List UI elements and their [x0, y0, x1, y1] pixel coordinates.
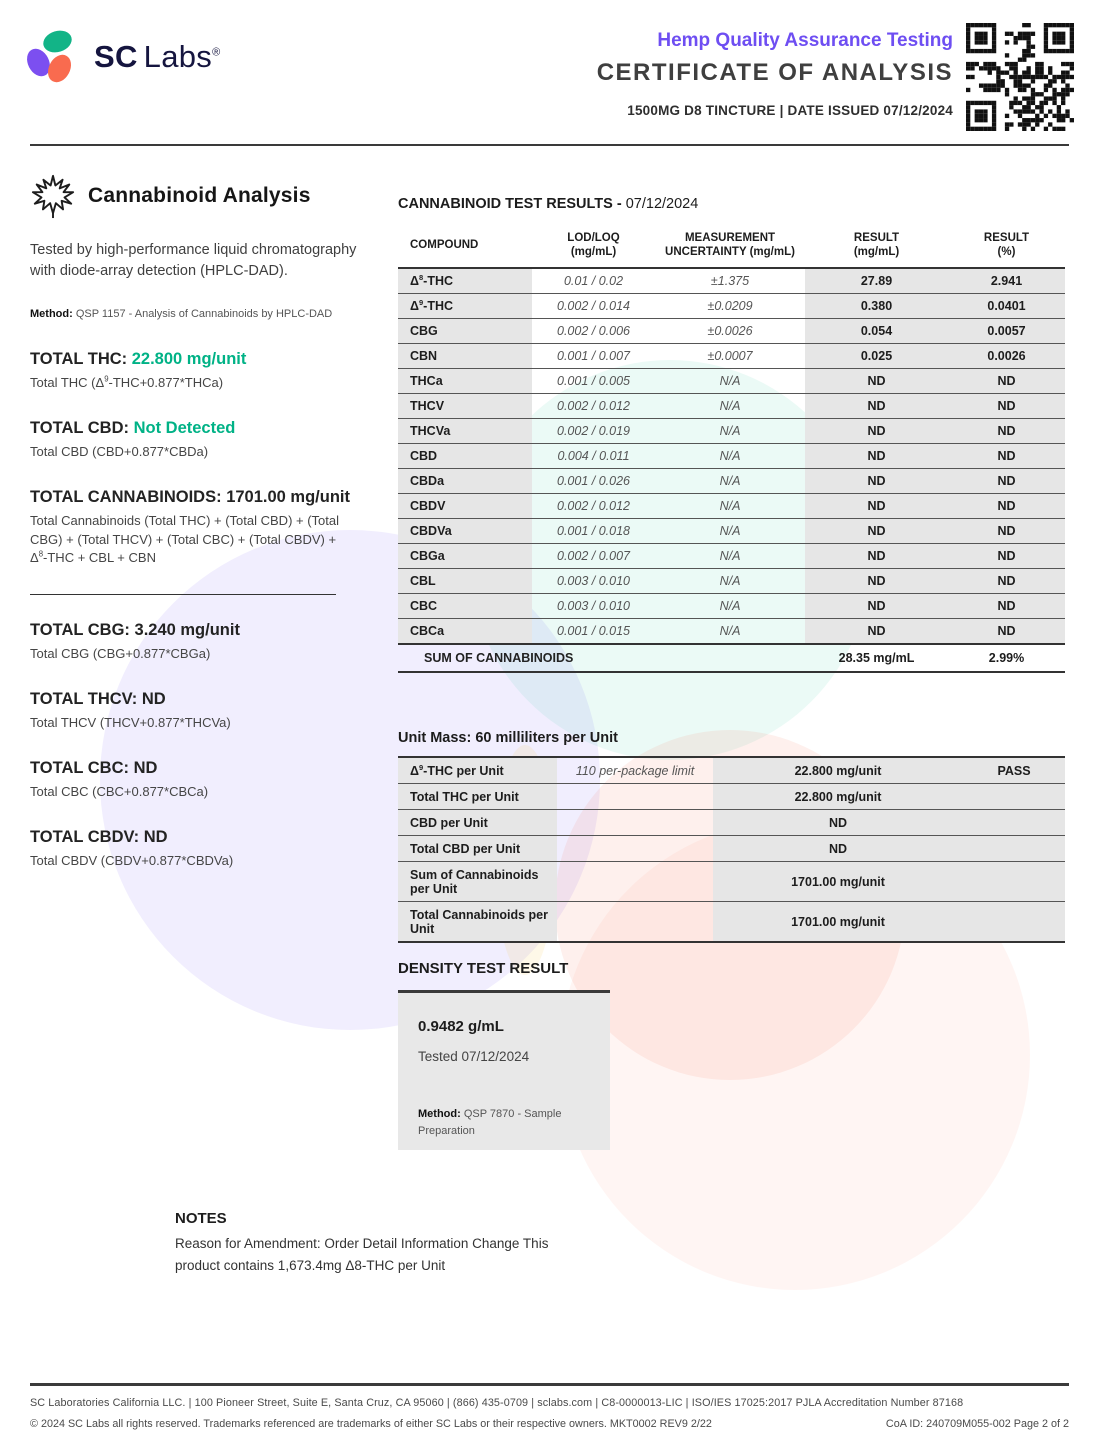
result-mgml-cell: ND: [805, 468, 948, 493]
result-mgml-cell: 27.89: [805, 268, 948, 294]
result-pct-cell: ND: [948, 543, 1065, 568]
lod-loq-cell: 0.001 / 0.026: [532, 468, 655, 493]
unit-mass-row: [398, 902, 1065, 943]
unit-mass-row: [398, 862, 1065, 902]
total-formula: Total CBG (CBG+0.877*CBGa): [30, 646, 211, 662]
unit-label-cell: Sum of Cannabinoids per Unit: [398, 862, 557, 902]
table-row: [398, 618, 1065, 644]
header-divider: [30, 144, 1069, 146]
package-limit-cell: [557, 810, 713, 836]
result-pct-cell: 2.941: [948, 268, 1065, 294]
total-label: TOTAL CBDV:: [30, 827, 140, 846]
result-mgml-cell: ND: [805, 518, 948, 543]
result-pct-cell: ND: [948, 593, 1065, 618]
result-pct-cell: ND: [948, 368, 1065, 393]
result-mgml-cell: ND: [805, 568, 948, 593]
table-row: [398, 443, 1065, 468]
registered-mark: ®: [212, 46, 221, 59]
result-mgml-cell: 0.054: [805, 318, 948, 343]
compound-cell: $\Delta^8$-THC: [398, 268, 532, 294]
compound-cell: CBDV: [398, 493, 532, 518]
total-value: 3.240 mg/unit: [134, 621, 240, 640]
table-row: [398, 368, 1065, 393]
lod-loq-cell: 0.003 / 0.010: [532, 568, 655, 593]
table-row: [398, 418, 1065, 443]
table-row: [398, 293, 1065, 318]
result-pct-cell: ND: [948, 393, 1065, 418]
test-description: Tested by high-performance liquid chromatography with diode-array detection (HPLC-DAD).: [30, 242, 357, 280]
uncertainty-cell: N/A: [655, 468, 805, 493]
unit-mass-row: [398, 810, 1065, 836]
column-header: MEASUREMENT UNCERTAINTY (mg/mL): [665, 232, 795, 259]
uncertainty-cell: N/A: [655, 543, 805, 568]
lod-loq-cell: 0.001 / 0.015: [532, 618, 655, 644]
result-mgml-cell: ND: [805, 418, 948, 443]
results-table-body: [398, 268, 1065, 672]
footer-divider: [30, 1383, 1069, 1386]
sum-result-pct: 2.99%: [988, 650, 1025, 665]
logo-sc-text: SC: [94, 39, 138, 74]
method-line: [30, 308, 382, 320]
results-table-header: [398, 224, 1065, 268]
total-formula: Total Cannabinoids (Total THC) + (Total CBD) + (Total CBG) + (Total THCV) + (Total CBC) + (Total CBDV) + $\Delta^8$-THC + CBL + CBN: [30, 512, 339, 566]
lod-loq-cell: 0.001 / 0.005: [532, 368, 655, 393]
compound-cell: $\Delta^9$-THC: [398, 293, 532, 318]
total-value: ND: [141, 690, 166, 709]
logo-labs-text: Labs: [143, 39, 213, 74]
density-tested-date: Tested 07/12/2024: [418, 1049, 530, 1064]
results-panel: [398, 190, 1065, 1137]
uncertainty-cell: N/A: [655, 593, 805, 618]
results-title: [398, 196, 1065, 212]
logo-petal-orange: [43, 51, 75, 86]
density-value: 0.9482 g/mL: [418, 1018, 504, 1035]
density-result-box: [398, 990, 610, 1150]
uncertainty-cell: N/A: [655, 568, 805, 593]
certificate-title: CERTIFICATE OF ANALYSIS: [596, 59, 953, 86]
compound-cell: CBDa: [398, 468, 532, 493]
total-label: TOTAL CBD:: [30, 418, 129, 437]
unit-result-cell: ND: [713, 810, 963, 836]
package-limit-cell: 110 per-package limit: [575, 763, 695, 778]
total-summary: [30, 419, 382, 462]
uncertainty-cell: ±1.375: [710, 273, 750, 288]
logo-wordmark: [94, 39, 221, 75]
total-summary: [30, 350, 382, 393]
table-row: [398, 493, 1065, 518]
table-row: [398, 568, 1065, 593]
total-label: TOTAL THCV:: [30, 690, 138, 709]
package-limit-cell: [557, 902, 713, 943]
unit-label-cell: Total CBD per Unit: [398, 836, 557, 862]
qr-code: [966, 23, 1074, 131]
lod-loq-cell: 0.002 / 0.019: [532, 418, 655, 443]
result-pct-cell: ND: [948, 468, 1065, 493]
total-formula: Total THC $(\Delta^9-THC+0.877*THCa)$: [30, 374, 224, 391]
method-label: Method:: [30, 308, 73, 321]
total-summary: [30, 621, 382, 664]
lod-loq-cell: 0.002 / 0.012: [532, 493, 655, 518]
uncertainty-cell: N/A: [655, 393, 805, 418]
total-value: 1701.00 mg/unit: [226, 487, 350, 506]
compound-cell: THCa: [398, 368, 532, 393]
density-heading: DENSITY TEST RESULT: [398, 960, 569, 977]
result-mgml-cell: ND: [805, 593, 948, 618]
program-title: Hemp Quality Assurance Testing: [657, 30, 953, 51]
table-row: [398, 318, 1065, 343]
footer: [30, 1383, 1069, 1430]
sc-labs-logo-icon: [30, 30, 78, 84]
result-pct-cell: ND: [948, 618, 1065, 644]
compound-cell: THCV: [398, 393, 532, 418]
total-summary: [30, 690, 382, 733]
result-pct-cell: ND: [948, 568, 1065, 593]
unit-label-cell: Total THC per Unit: [398, 784, 557, 810]
table-row: [398, 268, 1065, 294]
uncertainty-cell: N/A: [655, 518, 805, 543]
compound-cell: CBG: [398, 318, 532, 343]
uncertainty-cell: N/A: [655, 618, 805, 644]
unit-result-cell: 1701.00 mg/unit: [713, 902, 963, 943]
cannabinoid-results-table: [398, 224, 1065, 673]
table-row: [398, 468, 1065, 493]
total-summary: [30, 828, 382, 871]
logo-petal-green: [41, 27, 75, 56]
lod-loq-cell: 0.01 / 0.02: [563, 273, 624, 288]
totals-list: [30, 350, 382, 871]
totals-divider: [30, 594, 336, 595]
result-mgml-cell: 0.025: [805, 343, 948, 368]
unit-result-cell: 1701.00 mg/unit: [713, 862, 963, 902]
notes-section: [175, 1210, 575, 1276]
cannabinoid-analysis-panel: [30, 172, 382, 871]
unit-status-cell: [963, 836, 1065, 862]
package-limit-cell: [557, 784, 713, 810]
unit-status-cell: PASS: [963, 757, 1065, 784]
total-value: 22.800 mg/unit: [131, 350, 247, 369]
unit-status-cell: [963, 862, 1065, 902]
notes-heading: NOTES: [175, 1210, 227, 1227]
footer-legal-line: [30, 1418, 1069, 1430]
lod-loq-cell: 0.001 / 0.007: [532, 343, 655, 368]
table-row: [398, 393, 1065, 418]
uncertainty-cell: ±0.0007: [655, 343, 805, 368]
compound-cell: CBC: [398, 593, 532, 618]
column-header: LOD/LOQ (mg/mL): [567, 232, 620, 259]
result-mgml-cell: 0.380: [805, 293, 948, 318]
result-pct-cell: 0.0401: [948, 293, 1065, 318]
total-summary: [30, 488, 382, 569]
table-row: [398, 343, 1065, 368]
total-value: ND: [133, 758, 158, 777]
unit-status-cell: [963, 784, 1065, 810]
total-formula: Total CBD (CBD+0.877*CBDa): [30, 443, 209, 459]
lod-loq-cell: 0.002 / 0.006: [532, 318, 655, 343]
unit-mass-row: [398, 836, 1065, 862]
unit-status-cell: [963, 902, 1065, 943]
package-limit-cell: [557, 862, 713, 902]
unit-label-cell: Total Cannabinoids per Unit: [398, 902, 557, 943]
column-header: COMPOUND: [410, 239, 479, 252]
cannabis-leaf-icon: [30, 172, 76, 220]
compound-cell: THCVa: [398, 418, 532, 443]
total-label: TOTAL CANNABINOIDS:: [30, 487, 222, 506]
result-mgml-cell: ND: [805, 618, 948, 644]
result-pct-cell: ND: [948, 443, 1065, 468]
unit-mass-heading: Unit Mass: 60 milliliters per Unit: [398, 730, 618, 746]
unit-mass-row: [398, 784, 1065, 810]
unit-status-cell: [963, 810, 1065, 836]
density-method-text: QSP 7870 - Sample Preparation: [418, 1108, 562, 1137]
result-pct-cell: ND: [948, 493, 1065, 518]
table-row: [398, 543, 1065, 568]
result-pct-cell: ND: [948, 418, 1065, 443]
footer-copyright: © 2024 SC Labs all rights reserved. Trademarks referenced are trademarks of either SC Labs or their respective owners. MKT0002 REV9 2/22: [30, 1418, 712, 1430]
unit-label-cell: $\Delta^9$-THC per Unit: [398, 757, 557, 784]
result-mgml-cell: ND: [805, 443, 948, 468]
unit-mass-table: [398, 756, 1065, 943]
column-header: RESULT (%): [983, 232, 1030, 259]
package-limit-cell: [557, 836, 713, 862]
result-mgml-cell: ND: [805, 493, 948, 518]
lod-loq-cell: 0.001 / 0.018: [532, 518, 655, 543]
uncertainty-cell: ±0.0209: [655, 293, 805, 318]
compound-cell: CBN: [398, 343, 532, 368]
uncertainty-cell: N/A: [655, 418, 805, 443]
compound-cell: CBGa: [398, 543, 532, 568]
total-label: TOTAL CBG:: [30, 621, 130, 640]
table-row: [398, 518, 1065, 543]
result-pct-cell: 0.0057: [948, 318, 1065, 343]
unit-mass-row: [398, 757, 1065, 784]
density-method-label: Method:: [418, 1108, 461, 1120]
result-mgml-cell: ND: [805, 393, 948, 418]
column-header: RESULT (mg/mL): [853, 232, 900, 259]
unit-mass-table-body: [398, 757, 1065, 942]
header-titles: [597, 30, 953, 118]
total-value: ND: [143, 827, 168, 846]
section-title: Cannabinoid Analysis: [88, 184, 311, 207]
unit-result-cell: 22.800 mg/unit: [713, 757, 963, 784]
result-mgml-cell: ND: [805, 543, 948, 568]
lod-loq-cell: 0.002 / 0.007: [532, 543, 655, 568]
compound-cell: CBCa: [398, 618, 532, 644]
uncertainty-cell: N/A: [655, 368, 805, 393]
sum-label: SUM OF CANNABINOIDS: [424, 650, 574, 665]
notes-body: Reason for Amendment: Order Detail Information Change This product contains 1,673.4mg Δ8-THC per Unit: [175, 1236, 549, 1273]
lod-loq-cell: 0.004 / 0.011: [532, 443, 655, 468]
results-title-date: 07/12/2024: [625, 196, 699, 212]
total-formula: Total THCV (THCV+0.877*THCVa): [30, 715, 231, 731]
sc-labs-logo: [30, 30, 221, 84]
total-formula: Total CBC (CBC+0.877*CBCa): [30, 783, 209, 799]
uncertainty-cell: N/A: [655, 493, 805, 518]
unit-result-cell: ND: [713, 836, 963, 862]
total-label: TOTAL THC:: [30, 350, 128, 369]
result-pct-cell: 0.0026: [948, 343, 1065, 368]
result-pct-cell: ND: [948, 518, 1065, 543]
sum-of-cannabinoids-row: [398, 644, 1065, 672]
uncertainty-cell: N/A: [655, 443, 805, 468]
sample-and-date-line: 1500MG D8 TINCTURE | DATE ISSUED 07/12/2024: [627, 103, 953, 118]
total-label: TOTAL CBC:: [30, 758, 129, 777]
method-text: QSP 1157 - Analysis of Cannabinoids by HPLC-DAD: [75, 308, 333, 321]
footer-coa-id-page: CoA ID: 240709M055-002 Page 2 of 2: [885, 1418, 1069, 1430]
lod-loq-cell: 0.002 / 0.014: [532, 293, 655, 318]
unit-result-cell: 22.800 mg/unit: [713, 784, 963, 810]
total-summary: [30, 759, 382, 802]
table-row: [398, 593, 1065, 618]
section-head: [30, 172, 382, 220]
total-formula: Total CBDV (CBDV+0.877*CBDVa): [30, 852, 234, 868]
total-value: Not Detected: [133, 418, 236, 437]
uncertainty-cell: ±0.0026: [655, 318, 805, 343]
lod-loq-cell: 0.002 / 0.012: [532, 393, 655, 418]
compound-cell: CBL: [398, 568, 532, 593]
unit-label-cell: CBD per Unit: [398, 810, 557, 836]
density-method-line: [418, 1106, 568, 1139]
lod-loq-cell: 0.003 / 0.010: [532, 593, 655, 618]
compound-cell: CBD: [398, 443, 532, 468]
results-title-bold: CANNABINOID TEST RESULTS -: [398, 196, 622, 212]
compound-cell: CBDVa: [398, 518, 532, 543]
footer-lab-info: SC Laboratories California LLC. | 100 Pioneer Street, Suite E, Santa Cruz, CA 95060 | (866) 435-0709 | sclabs.com | C8-0000013-LIC | ISO/IES 17025:2017 PJLA Accreditation Number 87168: [30, 1397, 964, 1409]
sum-result-mgml: 28.35 mg/mL: [838, 650, 915, 665]
result-mgml-cell: ND: [805, 368, 948, 393]
